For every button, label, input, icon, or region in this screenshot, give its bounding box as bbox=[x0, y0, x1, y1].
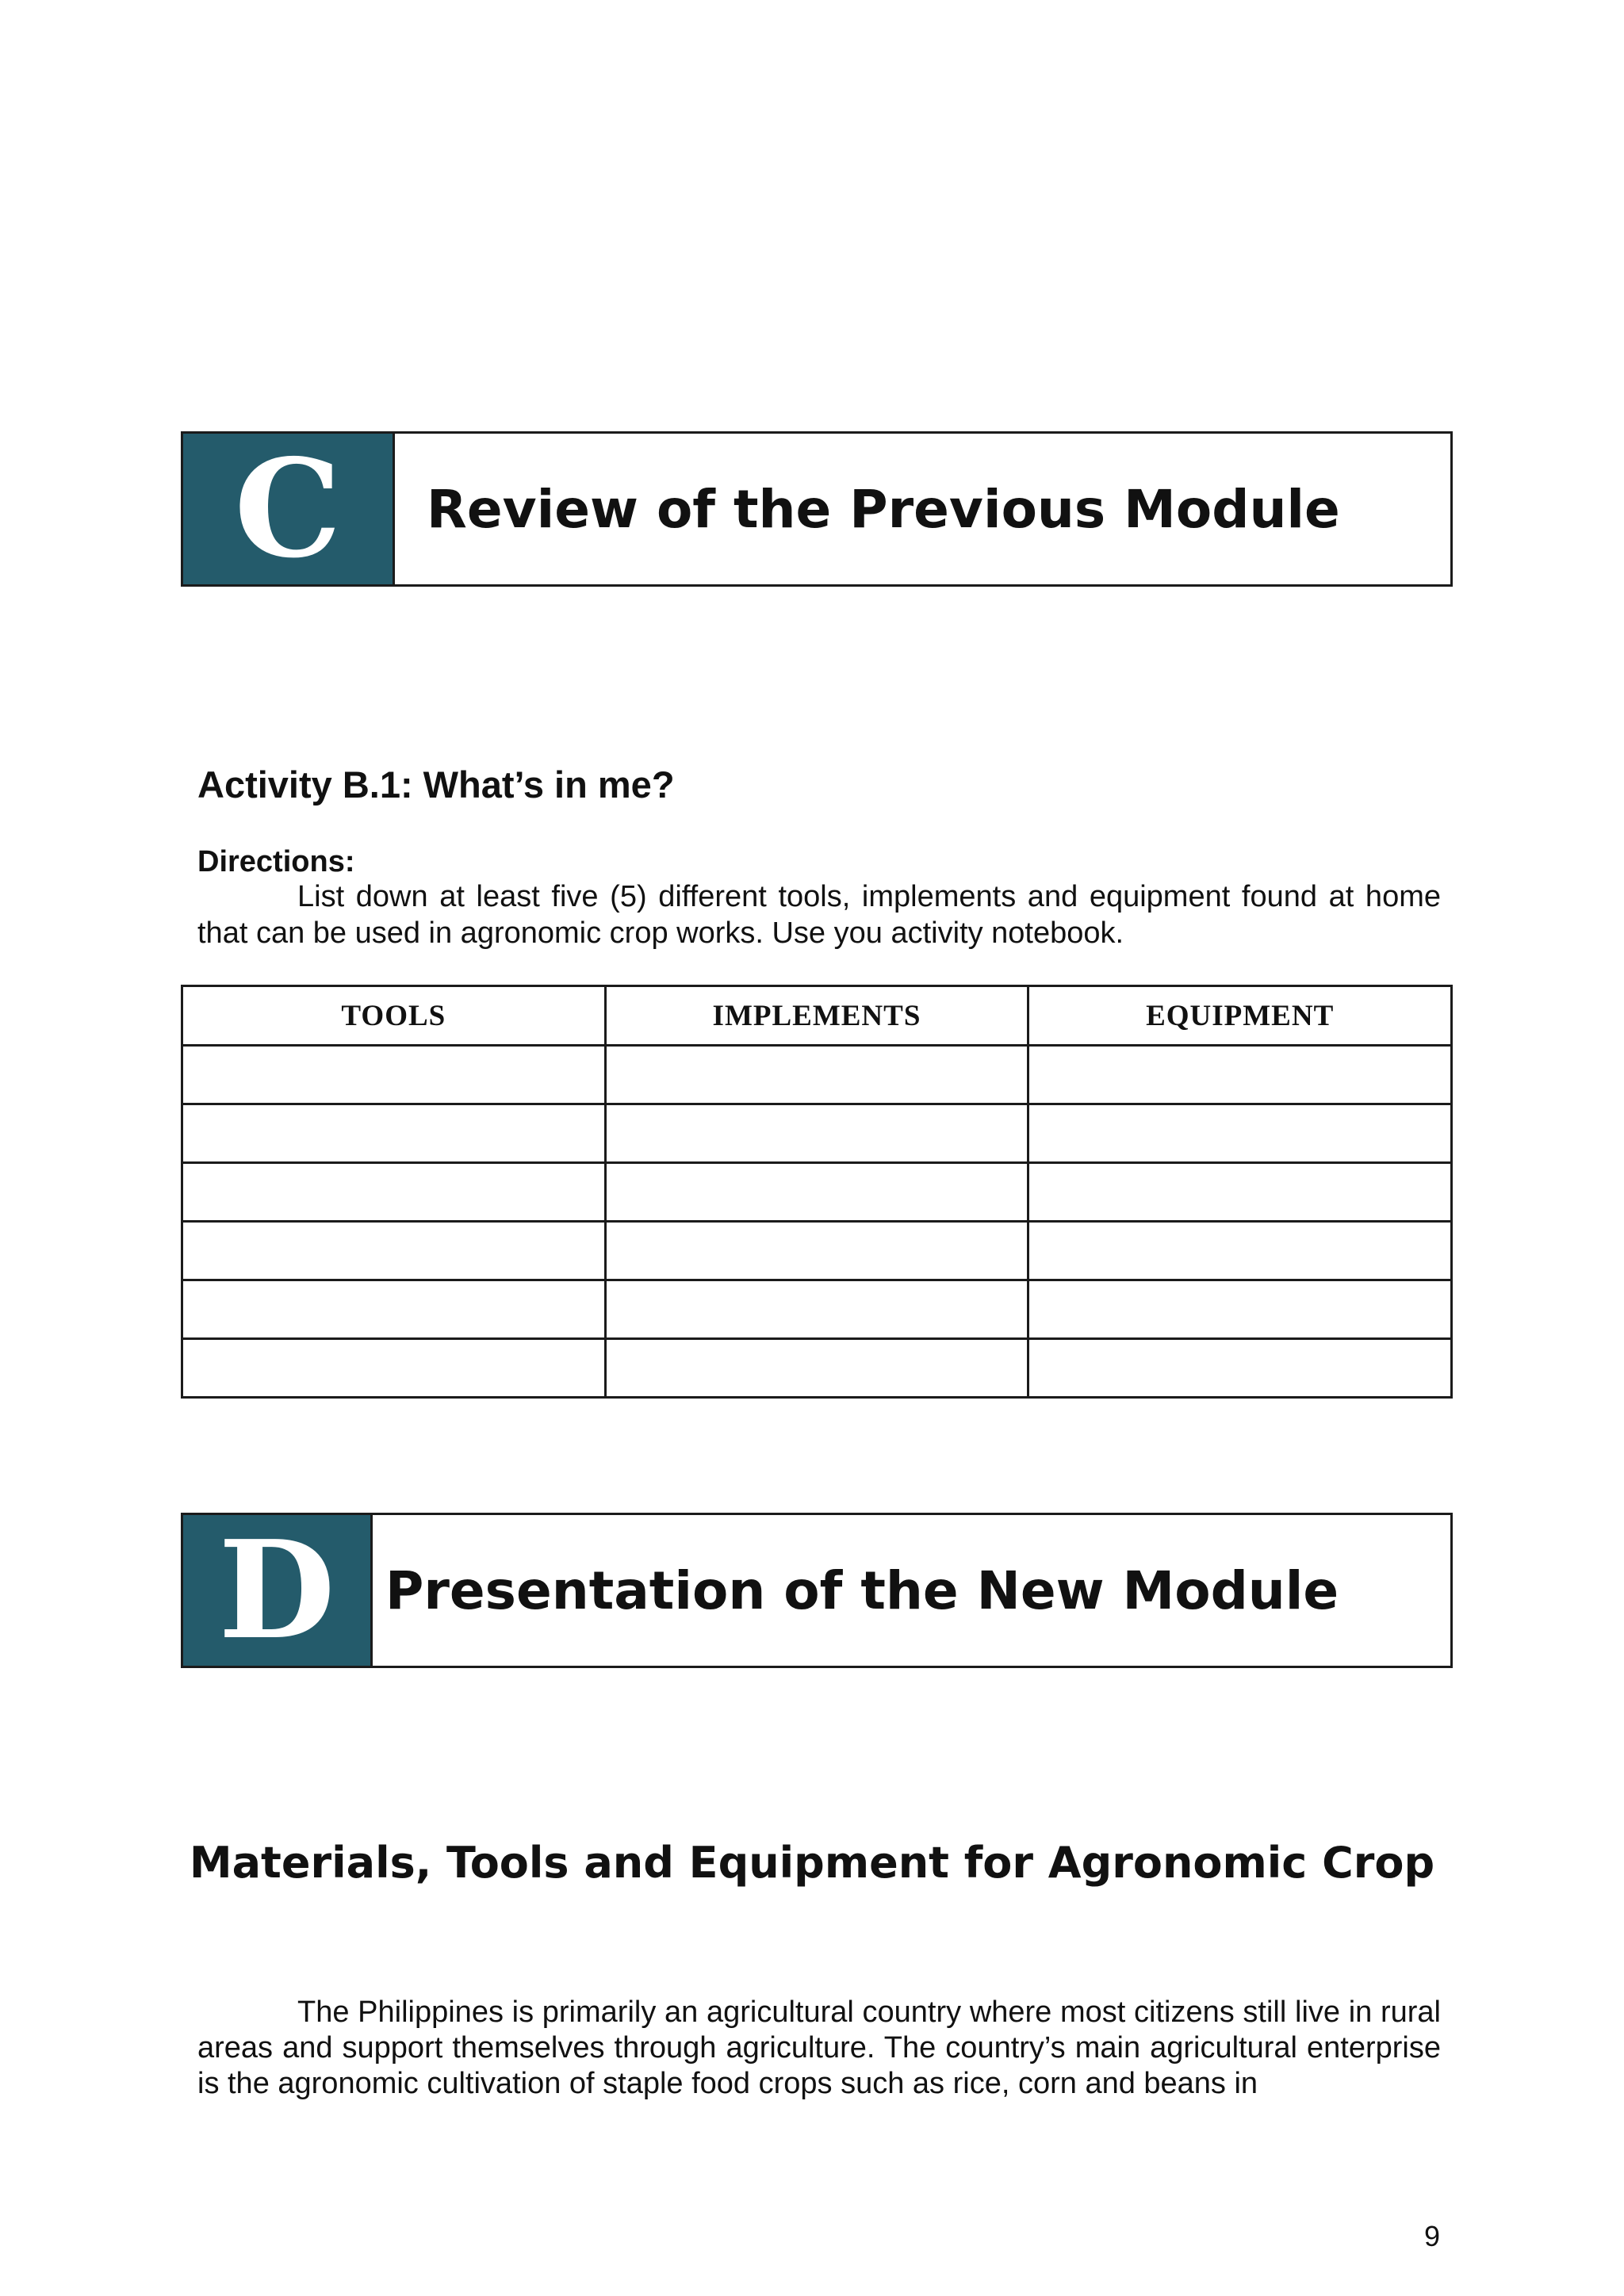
table-row bbox=[182, 1046, 1452, 1104]
activity-table bbox=[181, 985, 1453, 1399]
table-cell[interactable] bbox=[182, 1222, 606, 1280]
table-cell[interactable] bbox=[1028, 1222, 1452, 1280]
table-cell[interactable] bbox=[605, 1046, 1028, 1104]
table-cell[interactable] bbox=[605, 1222, 1028, 1280]
table-cell[interactable] bbox=[182, 1104, 606, 1163]
table-cell[interactable] bbox=[182, 1163, 606, 1222]
lesson-paragraph: The Philippines is primarily an agricultural country where most citizens still live in rural areas and support themselves through agriculture. The country’s main agricultural enterprise is the agronomic cultivation of staple food crops such as rice, corn and beans in bbox=[197, 1996, 1441, 2100]
page-number: 9 bbox=[1423, 2220, 1440, 2252]
section-d-title: Presentation of the New Module bbox=[385, 1559, 1339, 1621]
table-cell[interactable] bbox=[1028, 1280, 1452, 1339]
section-c-banner bbox=[181, 431, 1453, 587]
table-cell[interactable] bbox=[182, 1339, 606, 1398]
table-cell[interactable] bbox=[605, 1280, 1028, 1339]
table-row bbox=[182, 1163, 1452, 1222]
table-cell[interactable] bbox=[1028, 1163, 1452, 1222]
table-cell[interactable] bbox=[1028, 1104, 1452, 1163]
section-c-title: Review of the Previous Module bbox=[427, 478, 1340, 540]
activity-title: Activity B.1: What’s in me? bbox=[197, 763, 675, 806]
lesson-heading: Materials, Tools and Equipment for Agronomic Crop bbox=[189, 1838, 1435, 1888]
table-row bbox=[182, 1104, 1452, 1163]
table-header-row bbox=[182, 986, 1452, 1046]
table-cell[interactable] bbox=[182, 1280, 606, 1339]
table-cell[interactable] bbox=[182, 1046, 606, 1104]
table-cell[interactable] bbox=[1028, 1339, 1452, 1398]
table-cell[interactable] bbox=[605, 1104, 1028, 1163]
section-d-letter-badge: D bbox=[183, 1515, 373, 1666]
table-cell[interactable] bbox=[1028, 1046, 1452, 1104]
column-header-equipment: EQUIPMENT bbox=[1028, 986, 1452, 1046]
table-row bbox=[182, 1339, 1452, 1398]
table-cell[interactable] bbox=[605, 1163, 1028, 1222]
directions-text: List down at least five (5) different tools, implements and equipment found at home that can be used in agronomic crop works. Use you activity notebook. bbox=[197, 880, 1441, 950]
table-row bbox=[182, 1280, 1452, 1339]
table-cell[interactable] bbox=[605, 1339, 1028, 1398]
column-header-implements: IMPLEMENTS bbox=[605, 986, 1028, 1046]
table-row bbox=[182, 1222, 1452, 1280]
section-d-banner bbox=[181, 1513, 1453, 1668]
directions-label: Directions: bbox=[197, 845, 355, 878]
section-c-letter-badge: C bbox=[183, 434, 395, 584]
column-header-tools: TOOLS bbox=[182, 986, 606, 1046]
